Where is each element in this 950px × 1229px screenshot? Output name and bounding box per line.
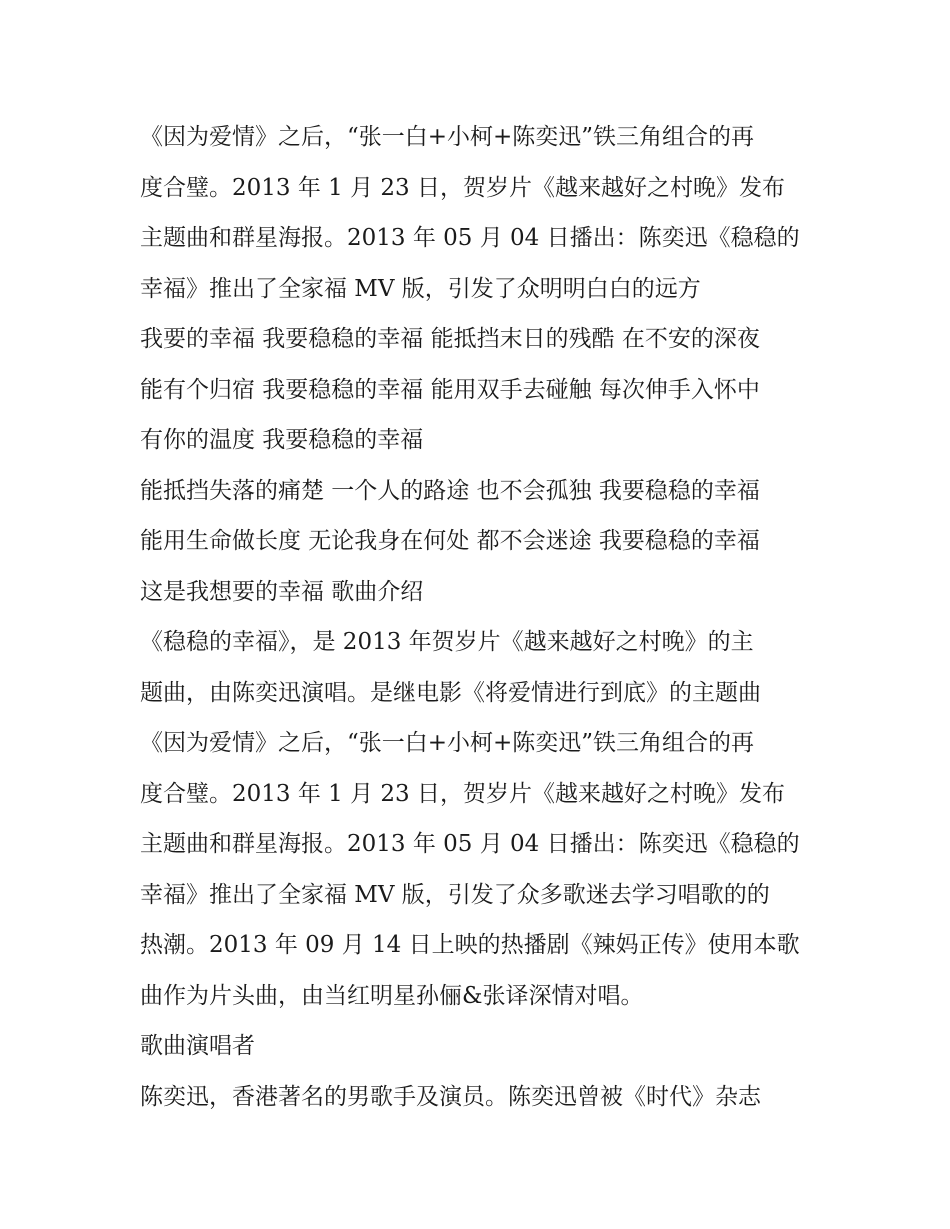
text-line: 这是我想要的幸福 歌曲介绍 bbox=[140, 578, 424, 605]
text-line: 我要的幸福 我要稳稳的幸福 能抵挡末日的残酷 在不安的深夜 bbox=[140, 326, 760, 352]
text-line: 主题曲和群星海报。2013 年 05 月 04 日播出：陈奕迅《稳稳的 bbox=[140, 831, 800, 857]
text-line: 幸福》推出了全家福 MV 版，引发了众明明白白的远方 bbox=[140, 275, 701, 302]
text-line: 度合璧。2013 年 1 月 23 日，贺岁片《越来越好之村晚》发布 bbox=[140, 174, 785, 201]
text-line: 能抵挡失落的痛楚 一个人的路途 也不会孤独 我要稳稳的幸福 bbox=[140, 477, 760, 504]
text-line: 曲作为片头曲，由当红明星孙俪&张译深情对唱。 bbox=[140, 982, 644, 1009]
text-line: 《因为爱情》之后，“张一白+小柯+陈奕迅”铁三角组合的再 bbox=[140, 124, 755, 150]
text-line: 题曲，由陈奕迅演唱。是继电影《将爱情进行到底》的主题曲 bbox=[140, 679, 761, 706]
document-body bbox=[140, 112, 820, 1122]
text-line: 幸福》推出了全家福 MV 版，引发了众多歌迷去学习唱歌的的 bbox=[140, 881, 770, 908]
text-line: 热潮。2013 年 09 月 14 日上映的热播剧《辣妈正传》使用本歌 bbox=[140, 932, 800, 958]
text-line: 主题曲和群星海报。2013 年 05 月 04 日播出：陈奕迅《稳稳的 bbox=[140, 225, 800, 251]
text-line: 能有个归宿 我要稳稳的幸福 能用双手去碰触 每次伸手入怀中 bbox=[140, 376, 760, 403]
text-line: 能用生命做长度 无论我身在何处 都不会迷途 我要稳稳的幸福 bbox=[140, 528, 760, 554]
text-line: 《因为爱情》之后，“张一白+小柯+陈奕迅”铁三角组合的再 bbox=[140, 730, 755, 756]
text-line: 有你的温度 我要稳稳的幸福 bbox=[140, 427, 424, 453]
text-line: 陈奕迅，香港著名的男歌手及演员。陈奕迅曾被《时代》杂志 bbox=[140, 1083, 761, 1110]
section-heading: 歌曲演唱者 bbox=[140, 1033, 255, 1059]
text-line: 《稳稳的幸福》，是 2013 年贺岁片《越来越好之村晚》的主 bbox=[140, 629, 754, 655]
text-line: 度合璧。2013 年 1 月 23 日，贺岁片《越来越好之村晚》发布 bbox=[140, 780, 785, 807]
